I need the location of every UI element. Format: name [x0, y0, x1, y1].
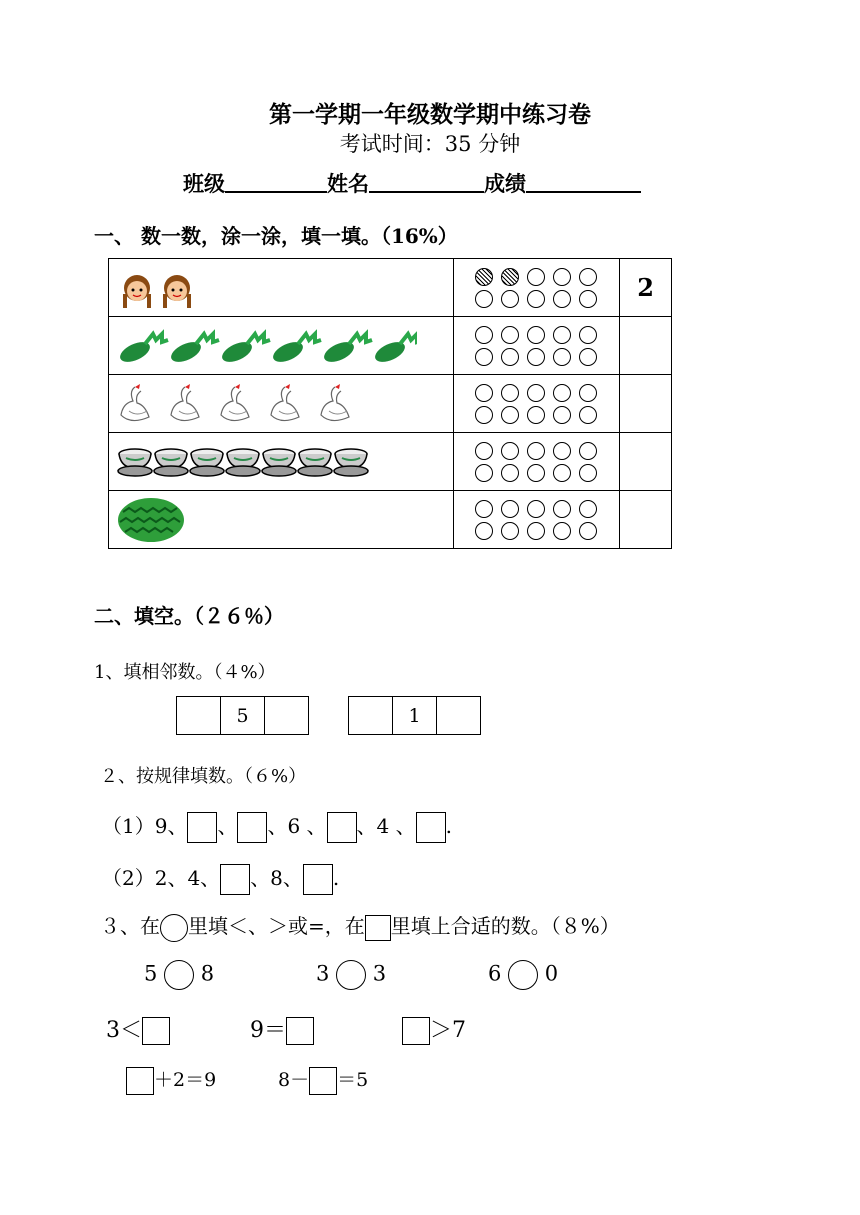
blank-box[interactable]: [265, 697, 309, 735]
q3-label: [100, 910, 620, 942]
neighbor-box-a: [176, 696, 309, 735]
equation-text: ＝5: [337, 1069, 369, 1091]
circle-grid: [453, 433, 620, 491]
empty-circle[interactable]: [553, 500, 571, 518]
blank-box[interactable]: [437, 697, 481, 735]
goose-icon: [117, 381, 367, 427]
blank-box[interactable]: [416, 812, 446, 843]
table-row: [109, 317, 672, 375]
empty-circle[interactable]: [475, 406, 493, 424]
equation-item: [126, 1065, 216, 1095]
empty-circle[interactable]: [579, 406, 597, 424]
score-label: 成绩: [484, 171, 526, 196]
compare-left: 6: [488, 961, 502, 986]
name-field[interactable]: [369, 171, 484, 193]
empty-circle[interactable]: [475, 348, 493, 366]
empty-circle[interactable]: [475, 326, 493, 344]
blank-box[interactable]: [220, 864, 250, 895]
empty-circle[interactable]: [475, 290, 493, 308]
empty-circle[interactable]: [579, 290, 597, 308]
empty-circle[interactable]: [527, 442, 545, 460]
empty-circle[interactable]: [553, 442, 571, 460]
table-row: [109, 259, 672, 317]
empty-circle[interactable]: [553, 522, 571, 540]
empty-circle[interactable]: [579, 522, 597, 540]
circle-grid: [453, 259, 620, 317]
pictures-cell: [109, 433, 454, 491]
period: .: [332, 866, 340, 890]
blank-box[interactable]: [349, 697, 393, 735]
equation-text: ＞7: [430, 1018, 466, 1043]
empty-circle[interactable]: [579, 326, 597, 344]
empty-circle[interactable]: [579, 500, 597, 518]
given-number: 5: [221, 697, 265, 735]
separator: 、: [217, 814, 238, 838]
class-label: 班级: [183, 171, 225, 196]
blank-box[interactable]: [309, 1067, 337, 1095]
empty-circle[interactable]: [527, 384, 545, 402]
compare-circle[interactable]: [336, 960, 366, 990]
equation-item: [278, 1065, 368, 1095]
q2-p1-prefix: （1）9、: [102, 814, 188, 838]
circle-grid: [453, 491, 620, 549]
empty-circle[interactable]: [501, 384, 519, 402]
empty-circle[interactable]: [501, 348, 519, 366]
equation-text: ＋2＝9: [154, 1069, 217, 1091]
circle-symbol-icon: [160, 914, 188, 942]
answer-cell[interactable]: 2: [620, 259, 672, 317]
compare-item: [488, 960, 558, 990]
empty-circle[interactable]: [501, 326, 519, 344]
empty-circle[interactable]: [501, 290, 519, 308]
equation-item: [402, 1013, 466, 1045]
empty-circle[interactable]: [527, 500, 545, 518]
pictures-cell: [109, 259, 454, 317]
table-row: [109, 433, 672, 491]
q2-part2: [102, 862, 339, 895]
empty-circle[interactable]: [553, 348, 571, 366]
counting-table: [108, 258, 672, 549]
empty-circle[interactable]: [553, 290, 571, 308]
empty-circle[interactable]: [527, 348, 545, 366]
blank-box[interactable]: [142, 1017, 170, 1045]
empty-circle[interactable]: [527, 522, 545, 540]
pictures-cell: [109, 491, 454, 549]
q3-label-c: 里填上合适的数。（８%）: [390, 914, 620, 938]
q2-p2-eight: 、8、: [250, 866, 303, 890]
compare-item: [316, 960, 386, 990]
empty-circle[interactable]: [475, 522, 493, 540]
given-number: 1: [393, 697, 437, 735]
empty-circle[interactable]: [553, 384, 571, 402]
empty-circle[interactable]: [475, 500, 493, 518]
class-field[interactable]: [225, 171, 327, 193]
q1-label: 1、填相邻数。（４%）: [94, 662, 276, 683]
compare-right: 8: [200, 961, 215, 986]
compare-circle[interactable]: [164, 960, 194, 990]
answer-cell[interactable]: [620, 375, 672, 433]
empty-circle[interactable]: [527, 268, 545, 286]
empty-circle[interactable]: [579, 268, 597, 286]
blank-box[interactable]: [303, 864, 333, 895]
compare-circle[interactable]: [508, 960, 538, 990]
empty-circle[interactable]: [475, 384, 493, 402]
page-title: 第一学期一年级数学期中练习卷: [269, 101, 591, 128]
empty-circle[interactable]: [553, 406, 571, 424]
empty-circle[interactable]: [475, 442, 493, 460]
empty-circle[interactable]: [579, 442, 597, 460]
answer-cell[interactable]: [620, 433, 672, 491]
empty-circle[interactable]: [553, 326, 571, 344]
girl-icon: [117, 264, 199, 312]
period: .: [445, 814, 452, 838]
answer-cell[interactable]: [620, 491, 672, 549]
section1-heading: 一、 数一数，涂一涂，填一填。（16%）: [94, 224, 458, 248]
table-row: [109, 375, 672, 433]
empty-circle[interactable]: [527, 406, 545, 424]
compare-left: 3: [316, 961, 330, 986]
empty-circle[interactable]: [553, 464, 571, 482]
q2-p2-prefix: （2）2、4、: [102, 866, 221, 890]
blank-box[interactable]: [187, 812, 217, 843]
circle-grid: [453, 317, 620, 375]
q2-label: ２、按规律填数。（６%）: [100, 766, 307, 787]
teacup-icon: [117, 445, 369, 479]
section2-heading: 二、填空。（２６％）: [94, 604, 284, 628]
blank-box[interactable]: [286, 1017, 314, 1045]
equation-text: 3＜: [106, 1018, 142, 1043]
blank-box[interactable]: [126, 1067, 154, 1095]
cucumber-icon: [117, 326, 417, 366]
empty-circle[interactable]: [501, 500, 519, 518]
q2-p1-four: 、4 、: [356, 814, 416, 838]
table-row: [109, 491, 672, 549]
empty-circle[interactable]: [553, 268, 571, 286]
empty-circle[interactable]: [501, 464, 519, 482]
shaded-circle[interactable]: [501, 268, 519, 286]
empty-circle[interactable]: [475, 464, 493, 482]
empty-circle[interactable]: [501, 442, 519, 460]
shaded-circle[interactable]: [475, 268, 493, 286]
pictures-cell: [109, 375, 454, 433]
answer-cell[interactable]: [620, 317, 672, 375]
q2-part1: [102, 810, 452, 843]
empty-circle[interactable]: [527, 290, 545, 308]
compare-item: [144, 960, 214, 990]
exam-time: 考试时间：35 分钟: [339, 132, 521, 156]
box-symbol-icon: [365, 915, 391, 941]
compare-right: 0: [544, 961, 559, 986]
empty-circle[interactable]: [579, 348, 597, 366]
score-field[interactable]: [526, 171, 641, 193]
equation-item: [106, 1013, 170, 1045]
circle-grid: [453, 375, 620, 433]
pictures-cell: [109, 317, 454, 375]
empty-circle[interactable]: [501, 522, 519, 540]
equation-text: 8－: [278, 1069, 310, 1091]
q2-p1-six: 、6 、: [267, 814, 327, 838]
empty-circle[interactable]: [527, 326, 545, 344]
neighbor-box-b: [348, 696, 481, 735]
blank-box[interactable]: [402, 1017, 430, 1045]
watermelon-icon: [117, 496, 187, 544]
blank-box[interactable]: [237, 812, 267, 843]
student-info-line: [183, 168, 641, 198]
equation-text: 9＝: [250, 1018, 286, 1043]
empty-circle[interactable]: [501, 406, 519, 424]
empty-circle[interactable]: [579, 464, 597, 482]
blank-box[interactable]: [327, 812, 357, 843]
compare-right: 3: [372, 961, 387, 986]
compare-left: 5: [144, 961, 158, 986]
q3-label-b: 里填＜、＞或=，在: [188, 914, 365, 938]
q3-label-a: ３、在: [100, 914, 160, 938]
blank-box[interactable]: [177, 697, 221, 735]
empty-circle[interactable]: [579, 384, 597, 402]
name-label: 姓名: [327, 171, 369, 196]
empty-circle[interactable]: [527, 464, 545, 482]
equation-item: [250, 1013, 314, 1045]
